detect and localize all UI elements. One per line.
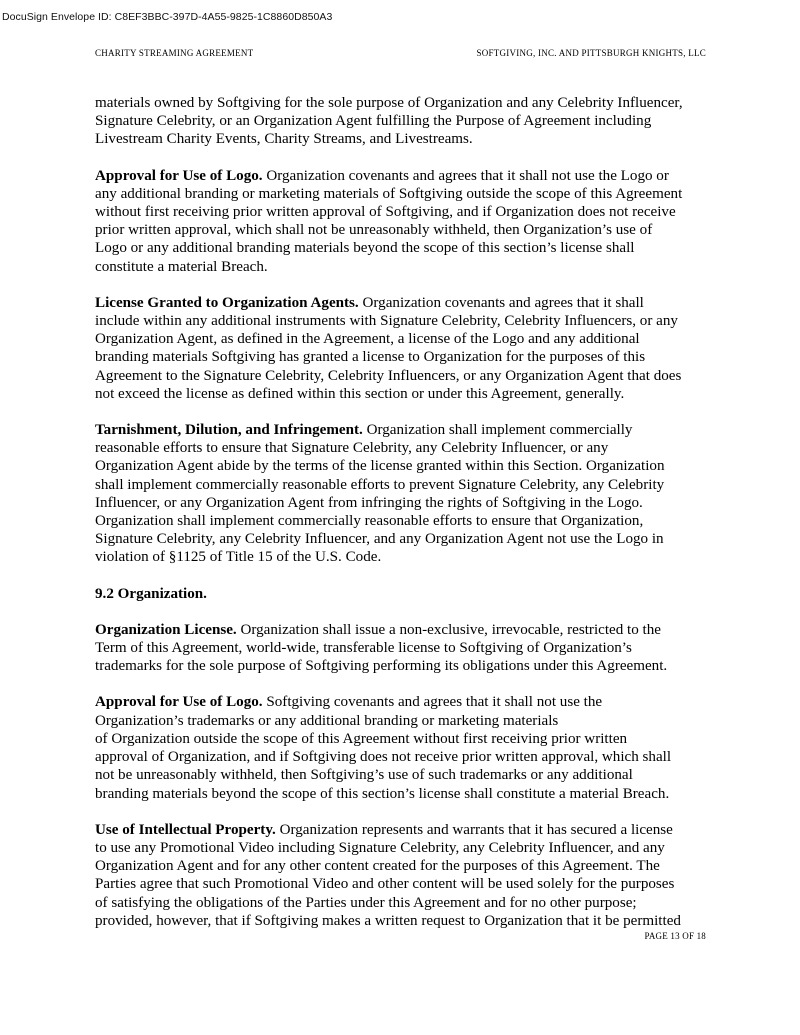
paragraph-heading: Organization License. <box>95 621 237 638</box>
text-line: Organization shall implement commercially <box>362 422 633 439</box>
docusign-envelope-id: DocuSign Envelope ID: C8EF3BBC-397D-4A55-9825-1C8860D850A3 <box>2 11 333 23</box>
organization-license-paragraph <box>95 621 720 676</box>
section-title: 9.2 Organization. <box>95 585 207 602</box>
text-line: any additional branding or marketing materials of Softgiving outside the scope of this Agreement <box>95 185 683 202</box>
paragraph-heading: License Granted to Organization Agents. <box>95 294 359 311</box>
text-line: Livestream Charity Events, Charity Streams, and Livestreams. <box>95 131 473 148</box>
running-header-parties: SOFTGIVING, INC. AND PITTSBURGH KNIGHTS, LLC <box>476 48 706 58</box>
text-line: without first receiving prior written approval of Softgiving, and if Organization does not receive <box>95 204 676 221</box>
intro-paragraph <box>95 94 720 149</box>
approval-logo-paragraph-1 <box>95 167 720 276</box>
text-line: Organization Agent abide by the terms of the license granted within this Section. Organization <box>95 458 665 475</box>
text-line: Organization covenants and agrees that it shall <box>358 294 644 311</box>
text-line: Organization covenants and agrees that it shall not use the Logo or <box>262 167 669 184</box>
text-line: Influencer, or any Organization Agent from infringing the rights of Softgiving in the Logo. <box>95 494 643 511</box>
approval-logo-paragraph-2 <box>95 693 720 802</box>
text-line: Signature Celebrity, or an Organization Agent fulfilling the Purpose of Agreement including <box>95 113 652 130</box>
text-line: of satisfying the obligations of the Parties under this Agreement and for no other purpose; <box>95 894 637 911</box>
text-line: provided, however, that if Softgiving makes a written request to Organization that it be permitted <box>95 912 681 929</box>
text-line: constitute a material Breach. <box>95 258 268 275</box>
section-heading-9-2 <box>95 585 720 603</box>
text-line: violation of §1125 of Title 15 of the U.S. Code. <box>95 549 382 566</box>
text-line: Organization represents and warrants that it has secured a license <box>275 821 673 838</box>
text-line: approval of Organization, and if Softgiving does not receive prior written approval, which shall <box>95 749 672 766</box>
text-line: Term of this Agreement, world-wide, transferable license to Softgiving of Organization’s <box>95 640 632 657</box>
text-line: Agreement to the Signature Celebrity, Celebrity Influencers, or any Organization Agent that does <box>95 367 682 384</box>
text-line: include within any additional instruments with Signature Celebrity, Celebrity Influencers, or any <box>95 313 678 330</box>
text-line: not be unreasonably withheld, then Softgiving’s use of such trademarks or any additional <box>95 767 633 784</box>
page-number: PAGE 13 OF 18 <box>644 931 706 941</box>
text-line: branding materials beyond the scope of this section’s license shall constitute a material Breach. <box>95 785 670 802</box>
text-line: Logo or any additional branding materials beyond the scope of this section’s license shall <box>95 240 635 257</box>
text-line: branding materials Softgiving has granted a license to Organization for the purposes of this <box>95 349 646 366</box>
text-line: Organization shall implement commercially reasonable efforts to ensure that Organization, <box>95 513 644 530</box>
paragraph-heading: Tarnishment, Dilution, and Infringement. <box>95 422 363 439</box>
text-line: Organization’s trademarks or any additional branding or marketing materials <box>95 712 559 729</box>
text-line: Softgiving covenants and agrees that it shall not use the <box>262 694 603 711</box>
text-line: reasonable efforts to ensure that Signature Celebrity, any Celebrity Influencer, or any <box>95 440 609 457</box>
text-line: prior written approval, which shall not be unreasonably withheld, then Organization’s use of <box>95 222 653 239</box>
text-line: shall implement commercially reasonable efforts to prevent Signature Celebrity, any Celebrity <box>95 476 665 493</box>
paragraph-heading: Approval for Use of Logo. <box>95 167 263 184</box>
text-line: Parties agree that such Promotional Video and other content will be used solely for the purposes <box>95 876 675 893</box>
license-agents-paragraph <box>95 294 720 403</box>
text-line: Organization shall issue a non-exclusive, irrevocable, restricted to the <box>236 621 662 638</box>
text-line: to use any Promotional Video including Signature Celebrity, any Celebrity Influencer, and any <box>95 839 665 856</box>
text-line: Organization Agent, as defined in the Agreement, a license of the Logo and any additional <box>95 331 640 348</box>
text-line: of Organization outside the scope of this Agreement without first receiving prior written <box>95 730 628 747</box>
text-line: not exceed the license as defined within this section or under this Agreement, generally. <box>95 385 625 402</box>
text-line: materials owned by Softgiving for the sole purpose of Organization and any Celebrity Influencer, <box>95 95 683 111</box>
text-line: Organization Agent and for any other content created for the purposes of this Agreement. The <box>95 858 660 875</box>
text-line: Signature Celebrity, any Celebrity Influencer, and any Organization Agent not use the Logo in <box>95 531 664 548</box>
use-of-ip-paragraph <box>95 821 720 930</box>
paragraph-heading: Use of Intellectual Property. <box>95 821 276 838</box>
running-header-title: CHARITY STREAMING AGREEMENT <box>95 48 254 58</box>
tarnishment-paragraph <box>95 421 720 567</box>
paragraph-heading: Approval for Use of Logo. <box>95 694 263 711</box>
page-body <box>95 94 720 930</box>
text-line: trademarks for the sole purpose of Softgiving performing its obligations under this Agreement. <box>95 658 668 675</box>
